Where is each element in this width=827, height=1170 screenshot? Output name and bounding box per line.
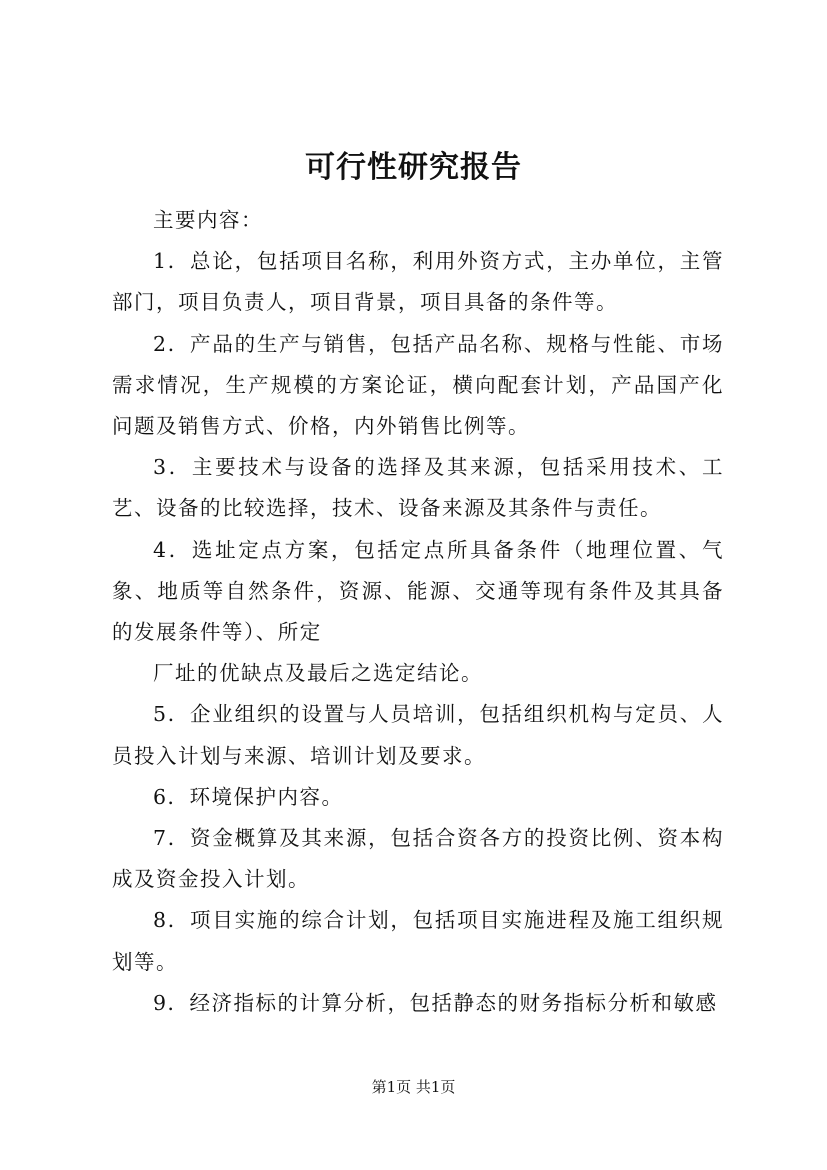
- paragraph-4: 4．选址定点方案，包括定点所具备条件（地理位置、气象、地质等自然条件，资源、能源、交通等现有条件及其具备的发展条件等）、所定: [112, 537, 724, 645]
- paragraph-3: 3．主要技术与设备的选择及其来源，包括采用技术、工艺、设备的比较选择，技术、设备来源及其条件与责任。: [112, 455, 724, 521]
- page-footer: 第1页 共1页: [371, 1078, 456, 1096]
- paragraph-5: 5．企业组织的设置与人员培训，包括组织机构与定员、人员投入计划与来源、培训计划及要求。: [112, 702, 724, 768]
- paragraph-4-continued: 厂址的优缺点及最后之选定结论。: [153, 661, 483, 686]
- paragraph-7: 7．资金概算及其来源，包括合资各方的投资比例、资本构成及资金投入计划。: [112, 826, 724, 892]
- document-body: [112, 200, 724, 1024]
- paragraph-9: 9．经济指标的计算分析，包括静态的财务指标分析和敏感: [153, 990, 718, 1015]
- paragraph-6: 6．环境保护内容。: [153, 784, 344, 809]
- paragraph-intro: 主要内容：: [153, 208, 263, 232]
- paragraph-8: 8．项目实施的综合计划，包括项目实施进程及施工组织规划等。: [112, 908, 724, 974]
- paragraph-2: 2．产品的生产与销售，包括产品名称、规格与性能、市场需求情况，生产规模的方案论证，横向配套计划，产品国产化问题及销售方式、价格，内外销售比例等。: [112, 331, 724, 439]
- document-title: 可行性研究报告: [305, 150, 522, 185]
- paragraph-1: 1．总论，包括项目名称，利用外资方式，主办单位，主管部门，项目负责人，项目背景，项目具备的条件等。: [112, 249, 724, 315]
